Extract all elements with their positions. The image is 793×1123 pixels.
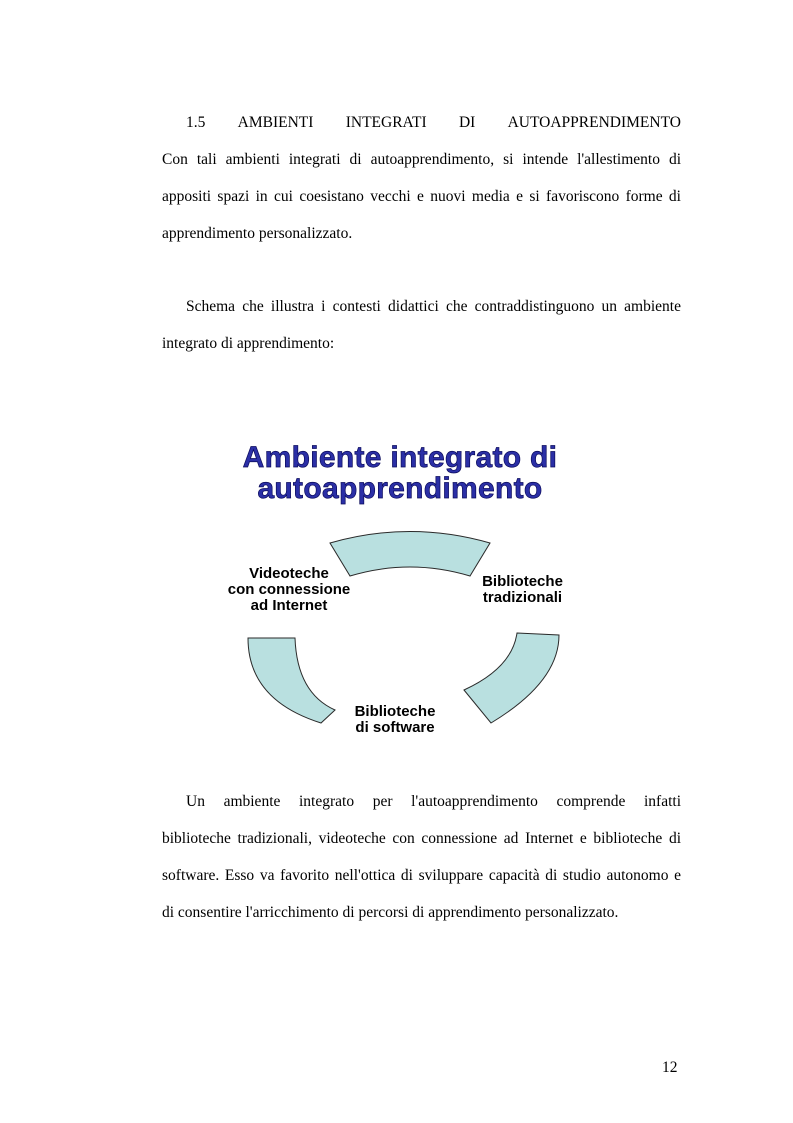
paragraph-1-line: appositi spazi in cui coesistano vecchi e nuovi media e si favoriscono forme di <box>162 188 681 205</box>
label-line: Biblioteche <box>354 703 436 720</box>
label-line: di software <box>355 719 435 736</box>
page-number: 12 <box>662 1059 678 1076</box>
section-number: 1.5 <box>186 114 206 131</box>
paragraph-3-line: Un ambiente integrato per l'autoapprendimento comprende infatti <box>186 793 681 810</box>
section-title-word: DI <box>458 114 476 131</box>
paragraph-2-line: integrato di apprendimento: <box>162 335 335 352</box>
section-title-word: AUTOAPPRENDIMENTO <box>507 114 681 131</box>
paragraph-3-line: biblioteche tradizionali, videoteche con connessione ad Internet e biblioteche di <box>162 830 681 847</box>
paragraph-3-line: software. Esso va favorito nell'ottica di sviluppare capacità di studio autonomo e <box>162 867 681 884</box>
diagram-label-videoteche <box>200 566 378 614</box>
paragraph-1-line: Con tali ambienti integrati di autoapprendimento, si intende l'allestimento di <box>162 151 681 168</box>
label-line: tradizionali <box>482 589 563 606</box>
label-line: con connessione <box>227 581 351 598</box>
paragraph-2-line: Schema che illustra i contesti didattici che contraddistinguono un ambiente <box>186 298 681 315</box>
label-line: Videoteche <box>249 565 329 582</box>
diagram-title-line: Ambiente integrato di <box>242 441 558 474</box>
diagram-label-biblioteche-tradizionali <box>460 574 585 606</box>
cycle-diagram <box>190 430 610 760</box>
section-title-word: AMBIENTI <box>237 114 314 131</box>
section-title-word: INTEGRATI <box>345 114 427 131</box>
diagram-label-biblioteche-software <box>335 704 455 736</box>
cycle-segment-right <box>464 633 559 723</box>
diagram-title-line: autoapprendimento <box>257 472 543 505</box>
label-line: ad Internet <box>250 597 328 614</box>
paragraph-1-line: apprendimento personalizzato. <box>162 225 353 242</box>
cycle-segment-left <box>248 638 335 723</box>
paragraph-3-line: di consentire l'arricchimento di percorsi di apprendimento personalizzato. <box>162 904 619 921</box>
label-line: Biblioteche <box>482 573 563 590</box>
section-heading <box>186 114 681 132</box>
